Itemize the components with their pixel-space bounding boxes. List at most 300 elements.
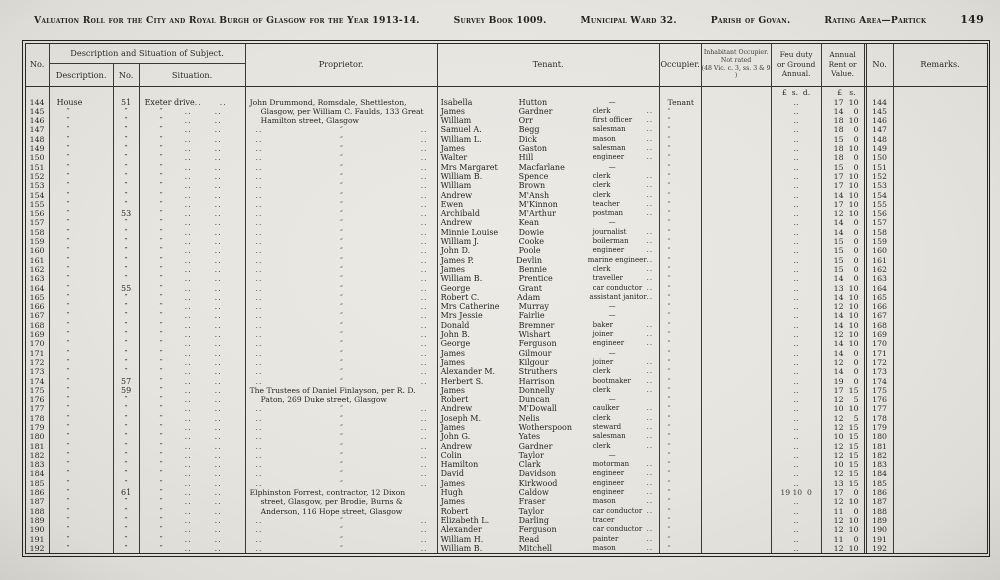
proprietor-ditto [246,516,437,525]
leader-dots: .. [184,488,192,498]
inhabitant-occupier-cell [702,358,772,367]
occupation-dots: .. [646,376,654,385]
rent-shillings: 0 [853,506,859,516]
rent-pounds: 14 [833,106,844,116]
occupation-dots: .. [646,432,654,441]
leader-dots: .. [214,497,222,507]
table-row [26,469,987,478]
proprietor-cell [246,469,438,478]
feu-duty-cell: 19 10 0 [772,488,822,497]
street-number-cell: ″ [114,293,140,302]
parish: Parish of Govan. [710,15,791,26]
situation-text: ″ [159,441,163,451]
table-row [26,423,987,432]
inhabitant-occupier-cell [702,218,772,227]
leader-dots: .. [184,181,192,191]
tenant-forename: Colin [440,450,462,460]
street-number-cell: ″ [114,469,140,478]
leader-dots: .. [255,357,263,367]
rent-shillings: 10 [848,525,859,535]
street-number-cell: ″ [114,246,140,255]
situation-cell [140,358,246,367]
tenant-forename: Ewen [440,199,464,209]
tenant-forename: James P. [440,255,474,265]
tenant-forename: Elizabeth L. [440,515,490,525]
tenant-surname: Fraser [518,497,546,507]
entry-number-left: 161 [26,256,50,265]
occupation-text: marine engineer [587,255,647,264]
entry-number-right: 177 [864,404,894,413]
rent-shillings: 5 [853,395,859,405]
leader-dots: .. [255,171,263,181]
tenant-cell [438,153,660,162]
tenant-cell [438,125,660,134]
situation-cell [140,98,246,107]
situation-cell [140,507,246,516]
entry-number-left: 188 [26,507,50,516]
proprietor-cell [246,442,438,451]
description-cell: ″ [50,395,114,404]
entry-number-right: 192 [864,544,894,553]
tenant-forename: Minnie Louise [440,227,499,237]
proprietor-cell [246,395,438,404]
entry-number-left: 170 [26,339,50,348]
ditto-mark: ″ [340,376,344,386]
ditto-mark: ″ [340,469,344,479]
rent-pounds: 18 [833,144,844,154]
rent-pounds: 12 [833,543,844,553]
annual-rent-cell [822,367,864,376]
tenant-cell [438,507,660,516]
rent-pounds: 15 [833,264,844,274]
leader-dots: .. [255,209,263,219]
leader-dots: .. [184,469,192,479]
table-row [26,116,987,125]
occupation-text: — [608,97,616,106]
leader-dots: .. [184,478,192,488]
ditto-mark: ″ [340,450,344,460]
occupation-text: motorman [592,460,630,469]
situation-cell [140,256,246,265]
tenant-cell [438,200,660,209]
remarks-cell [894,200,987,209]
leader-dots: .. [214,218,222,228]
leader-dots: .. [420,357,428,367]
occupation-dots [647,395,659,404]
proprietor-ditto [246,339,437,348]
remarks-cell [894,265,987,274]
tenant-cell [438,293,660,302]
description-cell: ″ [50,497,114,506]
inhabitant-occupier-cell [702,125,772,134]
inhabitant-occupier-cell [702,200,772,209]
ditto-mark: ″ [340,422,344,432]
proprietor-text: street, Glasgow, per Brodie, Burns & [260,497,403,507]
col-header-occupier: Occupier. [660,44,702,86]
rent-pounds: 14 [833,218,844,228]
tenant-forename: Mrs Jessie [440,311,483,321]
proprietor-cell [246,330,438,339]
rent-shillings: 10 [848,311,859,321]
rent-shillings: 0 [853,488,859,498]
leader-dots: .. [255,283,263,293]
proprietor-ditto [246,181,437,190]
entry-number-right: 189 [864,516,894,525]
description-cell: ″ [50,237,114,246]
occupier-cell: ″ [660,265,702,274]
tenant-forename: James [440,264,465,274]
tenant-forename: James [440,348,465,358]
tenant-forename: Mrs Margaret [440,162,498,172]
situation-text: ″ [159,497,163,507]
occupation-dots: .. [646,320,654,329]
entry-number-right: 175 [864,386,894,395]
feu-duty-cell: .. [772,172,822,181]
feu-duty-cell: .. [772,404,822,413]
feu-duty-cell: .. [772,330,822,339]
entry-number-right: 160 [864,246,894,255]
street-number-cell: ″ [114,516,140,525]
description-cell: ″ [50,488,114,497]
entry-number-right: 169 [864,330,894,339]
tenant-surname: Gardner [518,106,553,116]
situation-cell [140,377,246,386]
feu-duty-cell: .. [772,256,822,265]
proprietor-cell [246,218,438,227]
occupier-cell: ″ [660,469,702,478]
tenant-occupation [593,442,659,451]
rent-pounds: 10 [833,460,844,470]
description-cell: ″ [50,414,114,423]
occupation-text: — [608,311,616,320]
table-row [26,228,987,237]
occupation-text: bootmaker [592,376,631,385]
inhabitant-occupier-cell [702,135,772,144]
street-number-cell: ″ [114,135,140,144]
description-cell: ″ [50,442,114,451]
occupation-text: engineer [592,478,625,487]
occupation-dots: .. [646,181,654,190]
tenant-forename: James [440,422,465,432]
situation-cell [140,321,246,330]
inhabitant-occupier-cell [702,172,772,181]
leader-dots: .. [184,460,192,470]
tenant-occupation [593,153,659,162]
tenant-cell [438,367,660,376]
street-number-cell: ″ [114,507,140,516]
occupier-cell: ″ [660,218,702,227]
annual-rent-cell [822,535,864,544]
rent-pounds: 10 [833,432,844,442]
proprietor-cell [246,116,438,125]
ditto-mark: ″ [340,367,344,377]
entry-number-left: 169 [26,330,50,339]
ditto-mark: ″ [340,171,344,181]
occupation-dots: .. [646,534,654,543]
description-cell: ″ [50,200,114,209]
rent-shillings: 15 [848,478,859,488]
tenant-surname: Orr [518,116,533,126]
tenant-occupation [593,516,659,525]
street-number-cell: ″ [114,125,140,134]
tenant-forename: William H. [440,534,484,544]
situation-text: ″ [159,181,163,191]
occupier-cell: ″ [660,414,702,423]
leader-dots: .. [420,339,428,349]
col-header-tenant: Tenant. [438,44,660,86]
feu-duty-cell: .. [772,432,822,441]
occupation-dots: .. [646,237,654,246]
table-row [26,246,987,255]
tenant-surname: Murray [518,302,549,312]
remarks-cell [894,479,987,488]
situation-text: ″ [159,543,163,553]
situation-cell [140,414,246,423]
tenant-forename: James [440,497,465,507]
tenant-occupation [589,293,658,302]
remarks-cell [894,497,987,506]
table-row [26,125,987,134]
situation-cell [140,107,246,116]
ditto-mark: ″ [340,432,344,442]
annual-rent-cell [822,311,864,320]
tenant-occupation [593,321,659,330]
description-cell: ″ [50,330,114,339]
proprietor-cell [246,311,438,320]
leader-dots: .. [214,199,222,209]
tenant-forename: James [440,357,465,367]
situation-cell [140,191,246,200]
entry-number-left: 185 [26,479,50,488]
table-row [26,349,987,358]
feu-duty-cell: .. [772,460,822,469]
tenant-forename: William [440,181,472,191]
tenant-cell [438,516,660,525]
description-cell: ″ [50,135,114,144]
rent-shillings: 10 [848,320,859,330]
proprietor-ditto [246,237,437,246]
leader-dots: .. [420,246,428,256]
leader-dots: .. [184,255,192,265]
leader-dots: .. [420,543,428,553]
leader-dots: .. [214,534,222,544]
entry-number-right: 179 [864,423,894,432]
entry-number-left: 192 [26,544,50,553]
tenant-forename: Hamilton [440,460,479,470]
inhabitant-occupier-cell [702,469,772,478]
feu-duty-cell: .. [772,153,822,162]
proprietor-cell [246,209,438,218]
leader-dots: .. [420,376,428,386]
tenant-surname: Hill [518,153,534,163]
leader-dots: .. [184,357,192,367]
occupier-cell: ″ [660,181,702,190]
leader-dots: .. [184,385,192,395]
table-row [26,479,987,488]
street-number-cell: ″ [114,358,140,367]
proprietor-cell [246,125,438,134]
remarks-cell [894,293,987,302]
tenant-cell [438,423,660,432]
remarks-cell [894,163,987,172]
entry-number-left: 149 [26,144,50,153]
proprietor-cell [246,535,438,544]
occupation-dots: .. [646,292,654,301]
rent-pounds: 10 [833,404,844,414]
feu-duty-cell: .. [772,414,822,423]
annual-rent-cell [822,218,864,227]
tenant-surname: Macfarlane [518,162,565,172]
rent-pounds: 13 [833,283,844,293]
description-cell: ″ [50,153,114,162]
leader-dots: .. [420,450,428,460]
occupation-dots: .. [646,460,654,469]
entry-number-left: 180 [26,432,50,441]
situation-text: ″ [159,116,163,126]
rent-shillings: 10 [848,181,859,191]
rent-shillings: 15 [848,441,859,451]
leader-dots: .. [255,413,263,423]
inhabitant-occupier-cell [702,181,772,190]
description-cell: ″ [50,386,114,395]
situation-text: Exeter drive [144,97,195,107]
situation-text: ″ [159,525,163,535]
tenant-cell [438,209,660,218]
entry-number-left: 146 [26,116,50,125]
table-row [26,191,987,200]
proprietor-ditto [246,125,437,134]
entry-number-left: 187 [26,497,50,506]
rent-pounds: 17 [833,488,844,498]
annual-rent-cell [822,488,864,497]
occupation-dots: .. [646,274,654,283]
leader-dots: .. [420,227,428,237]
situation-text: ″ [159,209,163,219]
tenant-occupation [593,358,659,367]
situation-text: ″ [159,227,163,237]
tenant-cell [438,395,660,404]
annual-rent-cell [822,98,864,107]
occupation-text: — [608,348,616,357]
situation-text: ″ [159,357,163,367]
table-row [26,525,987,534]
leader-dots: .. [420,255,428,265]
feu-duty-cell: .. [772,442,822,451]
rent-pounds: 15 [833,255,844,265]
tenant-occupation [593,339,659,348]
description-cell: ″ [50,256,114,265]
leader-dots: .. [255,460,263,470]
leader-dots: .. [420,181,428,191]
entry-number-right: 159 [864,237,894,246]
rent-shillings: 0 [853,264,859,274]
tenant-occupation [593,228,659,237]
leader-dots: .. [214,134,222,144]
leader-dots: .. [214,460,222,470]
situation-cell [140,172,246,181]
remarks-cell [894,377,987,386]
street-number-cell: ″ [114,367,140,376]
table-row [26,432,987,441]
leader-dots: .. [214,125,222,135]
situation-cell [140,460,246,469]
annual-rent-cell [822,358,864,367]
occupation-text: engineer [592,246,625,255]
occupation-text: mason [592,543,616,552]
feu-duty-cell: .. [772,293,822,302]
description-cell: ″ [50,469,114,478]
tenant-surname: Kilgour [518,357,549,367]
occupation-text: joiner [592,357,614,366]
description-cell: ″ [50,163,114,172]
tenant-occupation [593,172,659,181]
situation-text: ″ [159,311,163,321]
tenant-forename: David [440,469,464,479]
annual-rent-cell [822,395,864,404]
occupation-dots: .. [646,357,654,366]
proprietor-cell [246,377,438,386]
table-row [26,284,987,293]
tenant-occupation [593,191,659,200]
situation-cell [140,237,246,246]
occupation-dots [647,451,659,460]
inhabitant-occupier-cell [702,525,772,534]
proprietor-ditto [246,228,437,237]
tenant-forename: George [440,283,471,293]
rent-pounds: 12 [833,302,844,312]
occupation-dots: .. [646,255,654,264]
street-number-cell: ″ [114,404,140,413]
ditto-mark: ″ [340,237,344,247]
rent-pounds: 13 [833,478,844,488]
entry-number-left: 166 [26,302,50,311]
inhabitant-occupier-cell [702,367,772,376]
leader-dots: .. [184,302,192,312]
entry-number-left: 153 [26,181,50,190]
occupation-text: salesman [592,432,626,441]
entry-number-left: 148 [26,135,50,144]
remarks-cell [894,451,987,460]
occupier-cell: ″ [660,432,702,441]
table-row [26,311,987,320]
tenant-forename: Samuel A. [440,125,482,135]
tenant-occupation [593,135,659,144]
remarks-cell [894,330,987,339]
tenant-surname: Gardner [518,441,553,451]
tenant-forename: Donald [440,320,470,330]
tenant-occupation [593,218,659,227]
description-cell: ″ [50,144,114,153]
leader-dots: .. [214,404,222,414]
entry-number-right: 173 [864,367,894,376]
description-cell: ″ [50,284,114,293]
entry-number-left: 144 [26,98,50,107]
inhabitant-occupier-cell [702,349,772,358]
rent-pounds: 12 [833,515,844,525]
feu-duty-cell: .. [772,451,822,460]
street-number-cell: ″ [114,274,140,283]
street-number-cell: ″ [114,330,140,339]
rating-area: Rating Area—Partick [824,15,927,26]
leader-dots: .. [420,302,428,312]
occupation-text: engineer [592,339,625,348]
table-row [26,293,987,302]
ditto-mark: ″ [340,264,344,274]
annual-rent-cell [822,237,864,246]
feu-duty-cell: .. [772,200,822,209]
situation-text: ″ [159,171,163,181]
occupation-text: engineer [592,488,625,497]
